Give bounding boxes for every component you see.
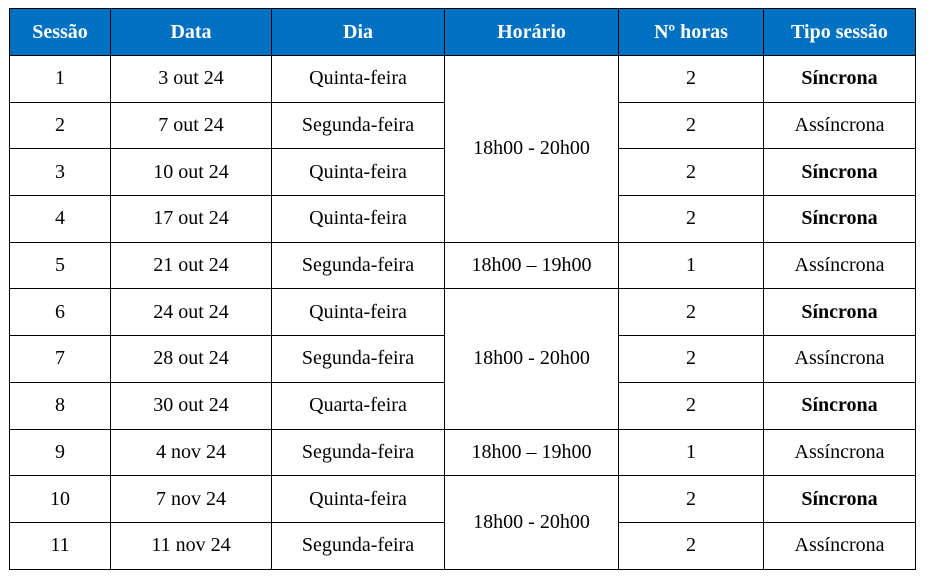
cell-session-type: Assíncrona xyxy=(764,336,916,383)
cell-day: Segunda-feira xyxy=(272,336,445,383)
table-header-row xyxy=(10,9,916,56)
cell-date: 28 out 24 xyxy=(111,336,272,383)
cell-day: Segunda-feira xyxy=(272,429,445,476)
table-row xyxy=(10,56,916,103)
cell-session: 8 xyxy=(10,382,111,429)
table-row xyxy=(10,242,916,289)
cell-hours: 2 xyxy=(619,289,764,336)
cell-date: 17 out 24 xyxy=(111,196,272,243)
cell-day: Quinta-feira xyxy=(272,56,445,103)
cell-date: 30 out 24 xyxy=(111,382,272,429)
cell-time-slot: 18h00 - 20h00 xyxy=(445,476,619,569)
cell-session: 6 xyxy=(10,289,111,336)
cell-session: 7 xyxy=(10,336,111,383)
cell-session: 1 xyxy=(10,56,111,103)
cell-session-type: Síncrona xyxy=(764,196,916,243)
cell-hours: 1 xyxy=(619,429,764,476)
table-row xyxy=(10,476,916,523)
cell-session: 10 xyxy=(10,476,111,523)
cell-session-type: Assíncrona xyxy=(764,102,916,149)
cell-session-type: Síncrona xyxy=(764,476,916,523)
cell-hours: 2 xyxy=(619,476,764,523)
cell-session: 5 xyxy=(10,242,111,289)
cell-hours: 2 xyxy=(619,149,764,196)
cell-session: 11 xyxy=(10,522,111,569)
cell-session: 3 xyxy=(10,149,111,196)
table-row xyxy=(10,429,916,476)
cell-day: Segunda-feira xyxy=(272,522,445,569)
cell-time-slot: 18h00 - 20h00 xyxy=(445,56,619,243)
cell-session-type: Assíncrona xyxy=(764,242,916,289)
cell-hours: 2 xyxy=(619,56,764,103)
header-time: Horário xyxy=(445,9,619,56)
cell-session-type: Síncrona xyxy=(764,56,916,103)
header-session: Sessão xyxy=(10,9,111,56)
cell-day: Quinta-feira xyxy=(272,149,445,196)
cell-date: 10 out 24 xyxy=(111,149,272,196)
cell-hours: 2 xyxy=(619,382,764,429)
cell-session-type: Assíncrona xyxy=(764,429,916,476)
cell-session-type: Assíncrona xyxy=(764,522,916,569)
cell-day: Quarta-feira xyxy=(272,382,445,429)
cell-session: 2 xyxy=(10,102,111,149)
header-session-type: Tipo sessão xyxy=(764,9,916,56)
cell-session: 4 xyxy=(10,196,111,243)
cell-time-slot: 18h00 - 20h00 xyxy=(445,289,619,429)
cell-date: 11 nov 24 xyxy=(111,522,272,569)
header-day: Dia xyxy=(272,9,445,56)
cell-session-type: Síncrona xyxy=(764,382,916,429)
cell-date: 24 out 24 xyxy=(111,289,272,336)
cell-date: 3 out 24 xyxy=(111,56,272,103)
cell-day: Quinta-feira xyxy=(272,476,445,523)
cell-time-slot: 18h00 – 19h00 xyxy=(445,242,619,289)
cell-hours: 2 xyxy=(619,522,764,569)
cell-hours: 2 xyxy=(619,196,764,243)
cell-date: 7 out 24 xyxy=(111,102,272,149)
cell-date: 7 nov 24 xyxy=(111,476,272,523)
header-hours: Nº horas xyxy=(619,9,764,56)
cell-date: 21 out 24 xyxy=(111,242,272,289)
cell-hours: 1 xyxy=(619,242,764,289)
table-row xyxy=(10,289,916,336)
cell-session-type: Síncrona xyxy=(764,289,916,336)
cell-day: Segunda-feira xyxy=(272,102,445,149)
session-schedule-table xyxy=(9,8,916,570)
cell-session: 9 xyxy=(10,429,111,476)
cell-date: 4 nov 24 xyxy=(111,429,272,476)
cell-hours: 2 xyxy=(619,336,764,383)
cell-hours: 2 xyxy=(619,102,764,149)
cell-day: Quinta-feira xyxy=(272,289,445,336)
cell-day: Segunda-feira xyxy=(272,242,445,289)
header-date: Data xyxy=(111,9,272,56)
cell-day: Quinta-feira xyxy=(272,196,445,243)
cell-session-type: Síncrona xyxy=(764,149,916,196)
cell-time-slot: 18h00 – 19h00 xyxy=(445,429,619,476)
